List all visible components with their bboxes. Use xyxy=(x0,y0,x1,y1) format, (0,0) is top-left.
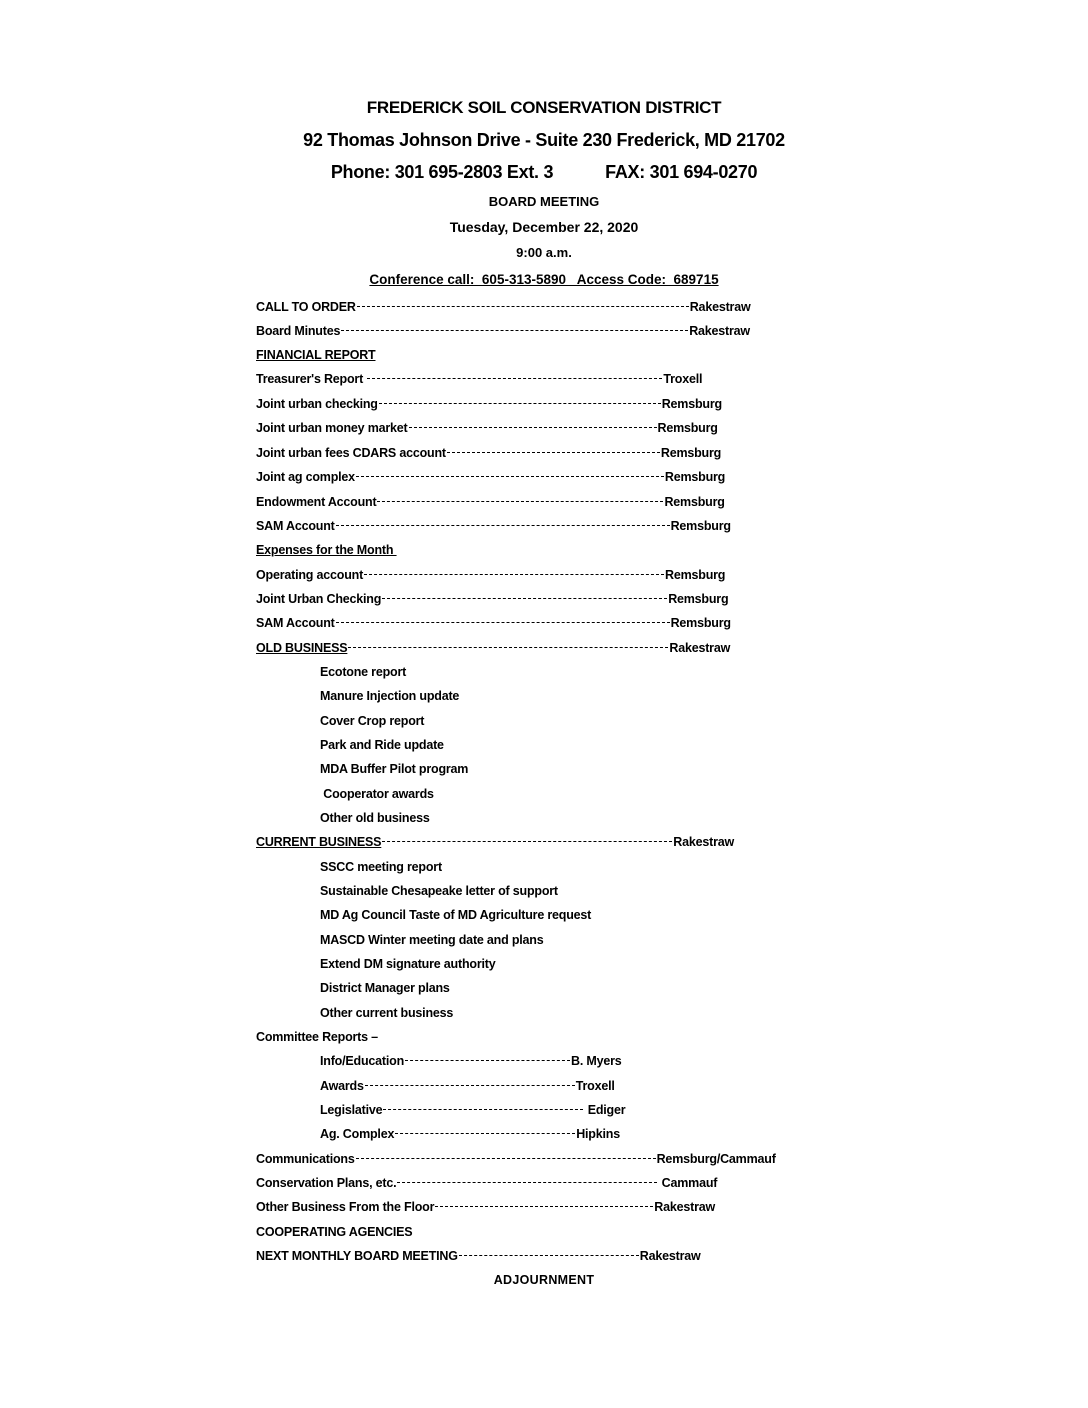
agenda-presenter: Remsburg xyxy=(670,519,731,533)
old-business-item xyxy=(320,762,468,780)
item-label: Ag. Complex xyxy=(320,1127,395,1141)
org-title: FREDERICK SOIL CONSERVATION DISTRICT xyxy=(366,98,722,117)
agenda-label: CALL TO ORDER xyxy=(256,300,356,314)
item-label: Other old business xyxy=(320,811,430,825)
agenda-item xyxy=(256,616,731,634)
agenda-presenter: Rakestraw xyxy=(669,641,731,655)
current-business-item xyxy=(320,933,543,951)
agenda-presenter: Remsburg/Cammauf xyxy=(656,1152,776,1166)
agenda-presenter: Remsburg xyxy=(664,495,725,509)
agenda-label: SAM Account xyxy=(256,519,335,533)
old-business-item xyxy=(320,714,424,732)
leader-dashes xyxy=(357,306,689,307)
agenda-label: Joint urban fees CDARS account xyxy=(256,446,446,460)
item-label: Awards xyxy=(320,1079,364,1093)
current-business-item xyxy=(320,884,558,902)
section-heading xyxy=(256,543,397,561)
fax-number: FAX: 301 694-0270 xyxy=(605,162,758,182)
leader-dashes xyxy=(341,330,688,331)
agenda-item xyxy=(256,372,702,390)
leader-dashes xyxy=(395,1133,575,1134)
agenda-label: FINANCIAL REPORT xyxy=(256,348,376,362)
leader-dashes xyxy=(336,525,670,526)
current-business-item xyxy=(320,981,450,999)
item-label: Cover Crop report xyxy=(320,714,425,728)
old-business-item xyxy=(320,787,434,805)
leader-dashes xyxy=(365,1085,575,1086)
leader-dashes xyxy=(409,427,657,428)
section-heading xyxy=(256,348,376,366)
leader-dashes xyxy=(435,1206,653,1207)
agenda-label: Joint Urban Checking xyxy=(256,592,382,606)
agenda-presenter: Rakestraw xyxy=(654,1200,716,1214)
item-presenter: Ediger xyxy=(584,1103,626,1117)
committee-item xyxy=(320,1127,620,1145)
agenda-item xyxy=(256,495,725,513)
section-heading xyxy=(256,835,734,853)
agenda-presenter: Remsburg xyxy=(665,568,726,582)
committee-item xyxy=(320,1103,625,1121)
agenda-presenter: Rakestraw xyxy=(673,835,735,849)
agenda-presenter: Remsburg xyxy=(661,397,722,411)
agenda-label: Operating account xyxy=(256,568,364,582)
agenda-presenter: Remsburg xyxy=(664,470,726,484)
agenda-label: NEXT MONTHLY BOARD MEETING xyxy=(256,1249,458,1263)
committee-item xyxy=(320,1054,622,1072)
item-label: District Manager plans xyxy=(320,981,450,995)
agenda-item xyxy=(256,397,722,415)
item-label: Legislative xyxy=(320,1103,383,1117)
current-business-item xyxy=(320,860,442,878)
leader-dashes xyxy=(377,501,663,502)
agenda-item xyxy=(256,592,728,610)
agenda-item xyxy=(256,1176,717,1194)
agenda-presenter: Troxell xyxy=(663,372,703,386)
agenda-presenter: Rakestraw xyxy=(689,300,751,314)
agenda-label: SAM Account xyxy=(256,616,335,630)
agenda-item xyxy=(256,1152,776,1170)
meeting-title: BOARD MEETING xyxy=(488,194,600,209)
agenda-label: Joint ag complex xyxy=(256,470,355,484)
adjournment: ADJOURNMENT xyxy=(493,1273,595,1287)
item-label: Extend DM signature authority xyxy=(320,957,496,971)
agenda-label: Treasurer's Report xyxy=(256,372,367,386)
current-business-item xyxy=(320,1006,453,1024)
leader-dashes xyxy=(379,403,661,404)
item-label: MDA Buffer Pilot program xyxy=(320,762,469,776)
agenda-label: Expenses for the Month xyxy=(256,543,397,557)
agenda-presenter: Remsburg xyxy=(668,592,729,606)
phone-number: Phone: 301 695-2803 Ext. 3 xyxy=(330,162,554,182)
leader-dashes xyxy=(356,476,664,477)
item-label: Other current business xyxy=(320,1006,454,1020)
section-heading xyxy=(256,1225,412,1243)
contact-line xyxy=(0,162,1088,183)
agenda-presenter: Remsburg xyxy=(657,421,718,435)
item-label: Ecotone report xyxy=(320,665,407,679)
agenda-label: Committee Reports – xyxy=(256,1030,378,1044)
section-heading xyxy=(256,1030,378,1048)
old-business-item xyxy=(320,738,444,756)
item-label: SSCC meeting report xyxy=(320,860,442,874)
leader-dashes xyxy=(397,1182,657,1183)
agenda-presenter: Rakestraw xyxy=(689,324,750,338)
item-presenter: Hipkins xyxy=(576,1127,620,1141)
item-label: Park and Ride update xyxy=(320,738,444,752)
agenda-presenter: Remsburg xyxy=(670,616,731,630)
leader-dashes xyxy=(356,1158,656,1159)
item-label: Manure Injection update xyxy=(320,689,460,703)
meeting-time: 9:00 a.m. xyxy=(516,245,572,260)
leader-dashes xyxy=(348,647,668,648)
agenda-item xyxy=(256,470,725,488)
agenda-item xyxy=(256,446,721,464)
conference-call-text: Conference call: 605-313-5890 Access Code: 689715 xyxy=(369,272,719,287)
agenda-label: Conservation Plans, etc. xyxy=(256,1176,397,1190)
leader-dashes xyxy=(447,452,660,453)
committee-item xyxy=(320,1079,615,1097)
leader-dashes xyxy=(383,1109,583,1110)
agenda-presenter: Remsburg xyxy=(660,446,722,460)
item-presenter: B. Myers xyxy=(571,1054,622,1068)
agenda-item xyxy=(256,324,750,342)
agenda-label: Board Minutes xyxy=(256,324,341,338)
old-business-item xyxy=(320,811,430,829)
agenda-item xyxy=(256,1249,701,1267)
agenda-item xyxy=(256,1200,715,1218)
agenda-item xyxy=(256,300,750,318)
agenda-label: Endowment Account xyxy=(256,495,377,509)
agenda-item xyxy=(256,568,725,586)
item-presenter: Troxell xyxy=(575,1079,615,1093)
agenda-label: CURRENT BUSINESS xyxy=(256,835,382,849)
old-business-item xyxy=(320,689,459,707)
meeting-date: Tuesday, December 22, 2020 xyxy=(449,219,639,235)
agenda-presenter: Cammauf xyxy=(658,1176,718,1190)
agenda-label: Joint urban checking xyxy=(256,397,378,411)
leader-dashes xyxy=(367,378,662,379)
agenda-label: Joint urban money market xyxy=(256,421,408,435)
agenda-item xyxy=(256,421,718,439)
leader-dashes xyxy=(336,622,670,623)
item-label: Info/Education xyxy=(320,1054,404,1068)
leader-dashes xyxy=(382,598,667,599)
agenda-label: COOPERATING AGENCIES xyxy=(256,1225,413,1239)
section-heading xyxy=(256,641,730,659)
current-business-item xyxy=(320,957,495,975)
agenda-label: OLD BUSINESS xyxy=(256,641,348,655)
item-label: Cooperator awards xyxy=(320,787,434,801)
item-label: MASCD Winter meeting date and plans xyxy=(320,933,544,947)
current-business-item xyxy=(320,908,591,926)
leader-dashes xyxy=(405,1060,570,1061)
org-address: 92 Thomas Johnson Drive - Suite 230 Frederick, MD 21702 xyxy=(303,130,785,150)
item-label: MD Ag Council Taste of MD Agriculture request xyxy=(320,908,592,922)
agenda-item xyxy=(256,519,731,537)
leader-dashes xyxy=(382,841,672,842)
old-business-item xyxy=(320,665,406,683)
conference-call-line xyxy=(0,272,1088,287)
agenda-label: Other Business From the Floor xyxy=(256,1200,435,1214)
agenda-presenter: Rakestraw xyxy=(639,1249,701,1263)
item-label: Sustainable Chesapeake letter of support xyxy=(320,884,558,898)
leader-dashes xyxy=(459,1255,639,1256)
agenda-label: Communications xyxy=(256,1152,355,1166)
leader-dashes xyxy=(364,574,664,575)
